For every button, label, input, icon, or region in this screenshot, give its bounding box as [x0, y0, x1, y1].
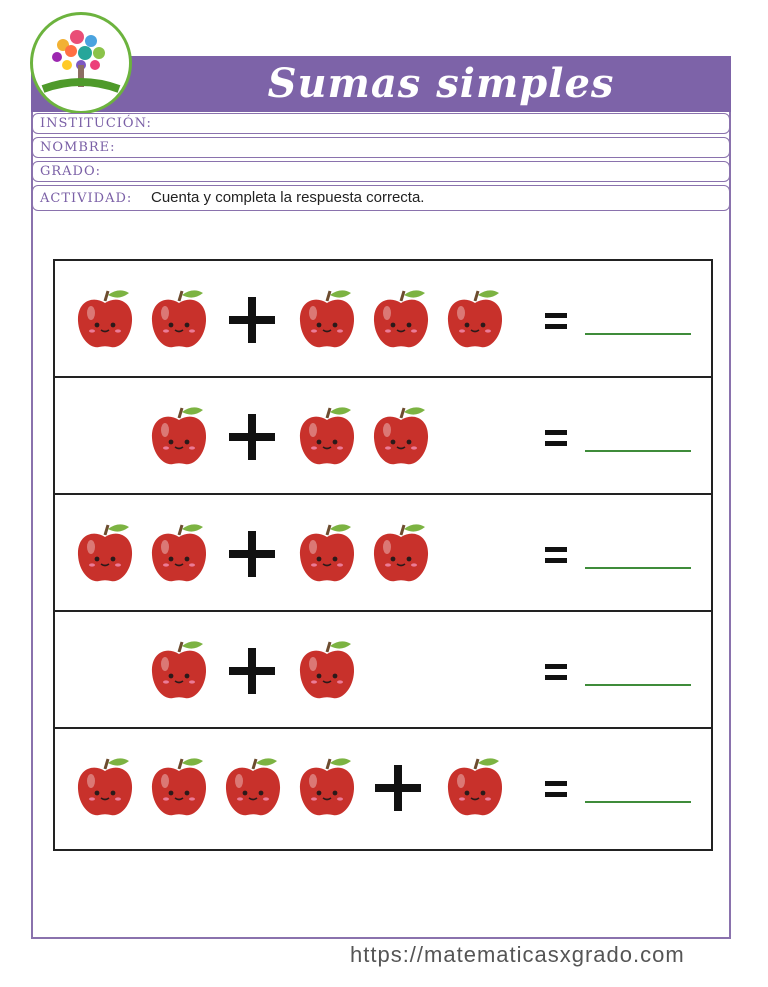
apple-icon [297, 521, 357, 585]
apple-icon [297, 755, 357, 819]
apple-icon [149, 287, 209, 351]
apple-icon [75, 287, 135, 351]
equals-icon [545, 664, 567, 680]
answer-blank[interactable] [585, 450, 691, 452]
apple-icon [371, 287, 431, 351]
apple-icon [371, 521, 431, 585]
plus-icon [227, 529, 277, 579]
field-label: GRADO: [40, 164, 102, 179]
apple-icon [149, 755, 209, 819]
field-grado[interactable] [32, 161, 730, 182]
addition-row [55, 729, 711, 846]
apple-icon [75, 521, 135, 585]
apple-icon [149, 404, 209, 468]
problem-board [53, 259, 713, 851]
apple-icon [297, 287, 357, 351]
answer-blank[interactable] [585, 567, 691, 569]
plus-icon [227, 646, 277, 696]
apple-icon [223, 755, 283, 819]
field-institucion[interactable] [32, 113, 730, 134]
footer-url[interactable]: https://matematicasxgrado.com [350, 942, 685, 967]
answer-blank[interactable] [585, 684, 691, 686]
plus-icon [373, 763, 423, 813]
addition-row [55, 612, 711, 729]
plus-icon [227, 412, 277, 462]
field-actividad[interactable] [32, 185, 730, 211]
field-label: INSTITUCIÓN: [40, 116, 152, 131]
apple-icon [149, 521, 209, 585]
equals-icon [545, 781, 567, 797]
apple-icon [445, 755, 505, 819]
apple-icon [297, 404, 357, 468]
equals-icon [545, 547, 567, 563]
answer-blank[interactable] [585, 801, 691, 803]
apple-icon [297, 638, 357, 702]
field-nombre[interactable] [32, 137, 730, 158]
apple-icon [445, 287, 505, 351]
title-banner [31, 56, 731, 112]
equals-icon [545, 313, 567, 329]
tree-logo-icon [33, 15, 129, 111]
addition-row [55, 378, 711, 495]
addition-row [55, 495, 711, 612]
addition-row [55, 261, 711, 378]
field-label: NOMBRE: [40, 140, 116, 155]
field-value: Cuenta y completa la respuesta correcta. [151, 189, 425, 206]
equals-icon [545, 430, 567, 446]
answer-blank[interactable] [585, 333, 691, 335]
apple-icon [371, 404, 431, 468]
plus-icon [227, 295, 277, 345]
page-title: Sumas simples [267, 60, 615, 107]
field-label: ACTIVIDAD: [40, 191, 133, 206]
apple-icon [149, 638, 209, 702]
logo [30, 12, 132, 114]
apple-icon [75, 755, 135, 819]
